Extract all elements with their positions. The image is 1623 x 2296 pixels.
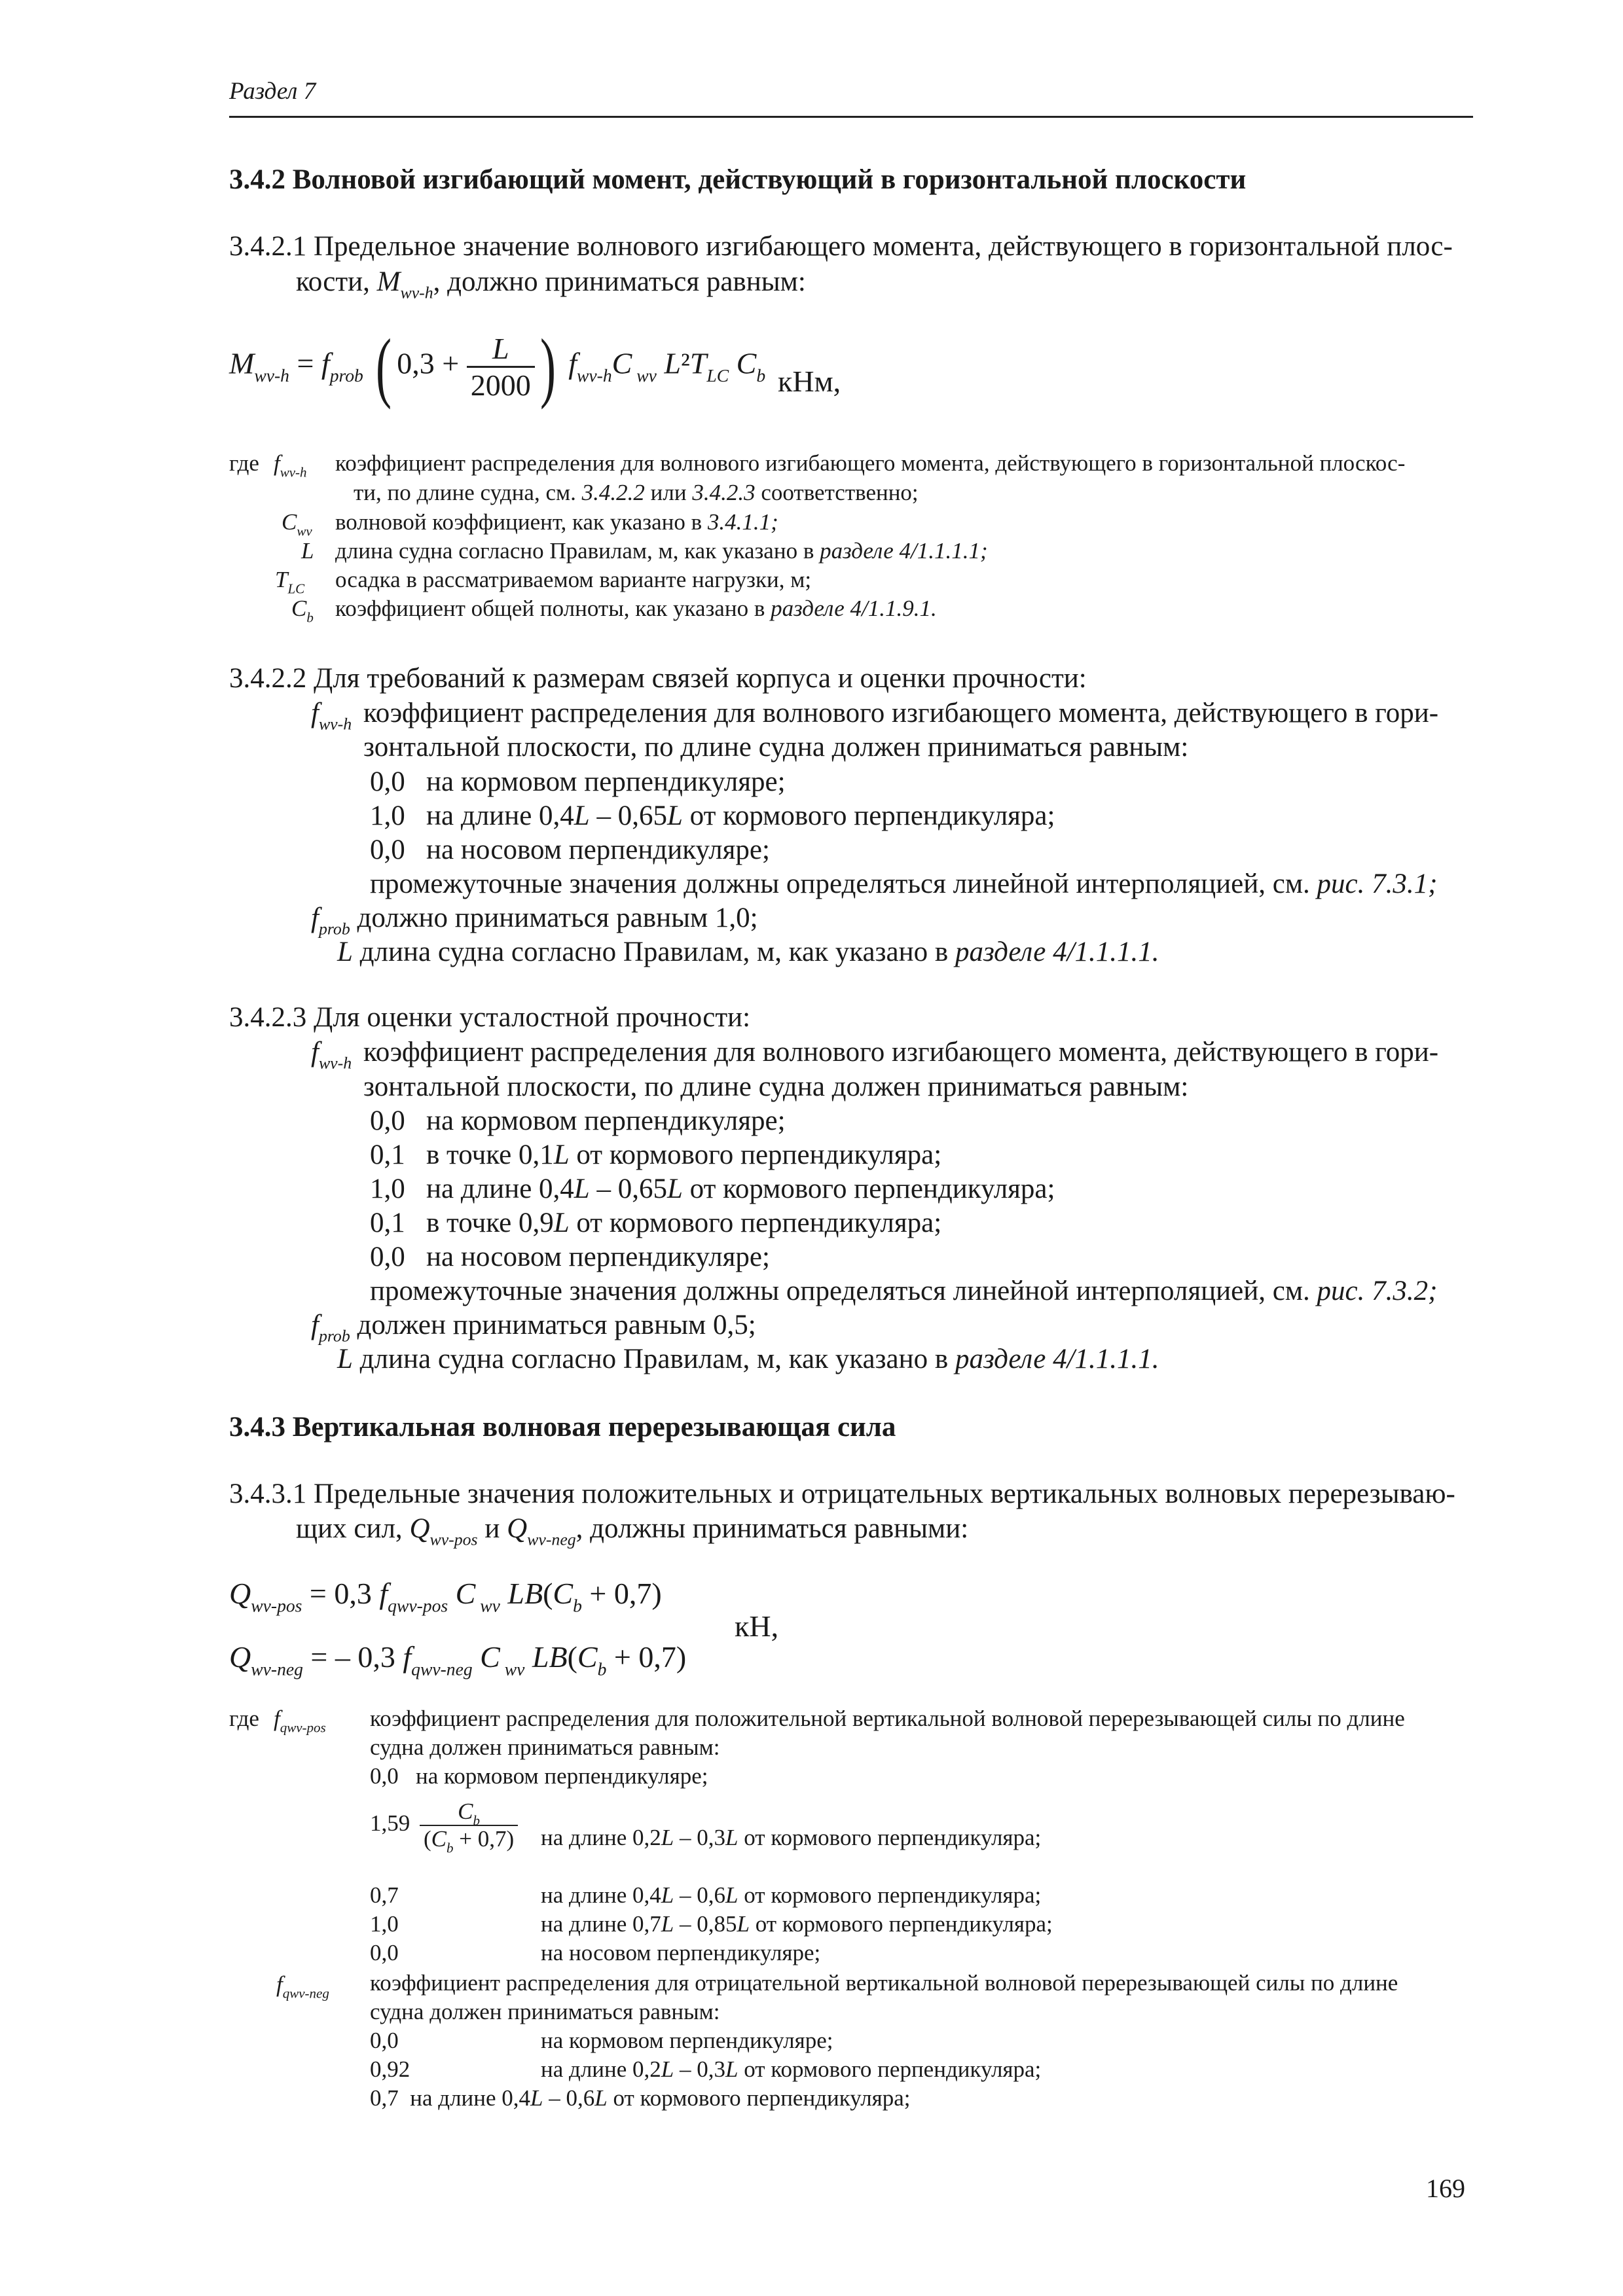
def-sym-fqwvneg: $f_{qwv-neg}$ [276,1971,329,2001]
p3-f-text2: зонтальной плоскости, по длине судна должен приниматься равным: [363,1071,1189,1102]
para-3-4-3-1-line1: 3.4.3.1 Предельные значения положительных и отрицательных вертикальных волновых перерезываю- [229,1479,1455,1509]
p3-fprob: $f_{prob}$ должен приниматься равным 0,5; [311,1310,756,1346]
formula-q-pos: $Q_{wv-pos} = 0,3$ $f_{qwv-pos}$ C $_{wv}$ $LB(C_b + 0,7)$ [229,1577,662,1616]
neg-item-0-text: на кормовом перпендикуляре; [541,2028,833,2053]
para-3-4-2-1-line2: кости, $M_{wv-h}$, должно приниматься равным: [296,266,806,302]
p2-fprob: $f_{prob}$ должно приниматься равным 1,0; [311,903,758,939]
def-sym-cb: $C_b$ [291,596,314,626]
pos-item-4-val: 0,0 [370,1940,399,1965]
p3-interp: промежуточные значения должны определяться линейной интерполяцией, см. рис. 7.3.2; [370,1276,1438,1306]
formula-unit-kn: кН, [735,1609,779,1643]
p3-item-3: 0,1 в точке 0,9L от кормового перпендикуляра; [370,1208,942,1238]
pos-item-4-text: на носовом перпендикуляре; [541,1940,821,1965]
def-sym-l: L [301,538,314,564]
p3-item-0: 0,0 на кормовом перпендикуляре; [370,1105,786,1136]
heading-3-4-2: 3.4.2 Волновой изгибающий момент, действующий в горизонтальной плоскости [229,164,1247,195]
def-text-cb: коэффициент общей полноты, как указано в разделе 4/1.1.9.1. [335,596,937,621]
pos-text1: коэффициент распределения для положительной вертикальной волновой перерезывающей силы по длине [370,1706,1405,1731]
p3-f-text1: коэффициент распределения для волнового изгибающего момента, действующего в гори- [363,1037,1439,1067]
neg-item-1-text: на длине 0,2L – 0,3L от кормового перпендикуляра; [541,2056,1042,2082]
pos-item-2-val: 0,7 [370,1882,399,1908]
pos-item-3-text: на длине 0,7L – 0,85L от кормового перпендикуляра; [541,1911,1053,1937]
p2-f-text2: зонтальной плоскости, по длине судна должен приниматься равным: [363,732,1189,762]
formula-unit-knm: кНм, [778,365,841,398]
p3-L: L длина судна согласно Правилам, м, как указано в разделе 4/1.1.1.1. [337,1344,1159,1374]
p3-item-1: 0,1 в точке 0,1L от кормового перпендикуляра; [370,1139,942,1170]
neg-item-1-val: 0,92 [370,2056,410,2082]
p2-item-1: 1,0 на длине 0,4L – 0,65L от кормового перпендикуляра; [370,800,1055,831]
para-3-4-2-2-title: 3.4.2.2 Для требований к размерам связей корпуса и оценки прочности: [229,663,1087,694]
def-sym-tlc: $T_{LC}$ [275,567,305,597]
def-text-fwvh-2: ти, по длине судна, см. 3.4.2.2 или 3.4.2.3 соответственно; [354,480,919,505]
section-header: Раздел 7 [229,78,316,105]
p2-L: L длина судна согласно Правилам, м, как указано в разделе 4/1.1.1.1. [337,937,1159,967]
def-sym-fqwvpos: $f_{qwv-pos}$ [274,1706,326,1736]
def-text-cwv: волновой коэффициент, как указано в 3.4.1.1; [335,509,778,535]
para-3-4-3-1-line2: щих сил, $Q_{wv-pos}$ и $Q_{wv-neg}$, должны приниматься равными: [296,1513,969,1549]
para-3-4-2-1-line1: 3.4.2.1 Предельное значение волнового изгибающего момента, действующего в горизонтальной плос- [229,231,1453,262]
para-3-4-2-3-title: 3.4.2.3 Для оценки усталостной прочности: [229,1002,751,1033]
def-sym-fwvh: $f_{wv-h}$ [274,450,307,480]
p2-sym-fwvh: $f_{wv-h}$ [311,698,352,734]
def-sym-cwv: $C_{wv}$ [282,509,312,539]
p2-item-2: 0,0 на носовом перпендикуляре; [370,834,770,865]
heading-3-4-3: 3.4.3 Вертикальная волновая перерезывающая сила [229,1412,896,1443]
p2-interp: промежуточные значения должны определяться линейной интерполяцией, см. рис. 7.3.1; [370,869,1438,899]
pos-item-1: 1,59 $\frac{C_b}{(C_b + 0,7)}$ [370,1799,518,1852]
where-label-2: где [229,1706,259,1731]
p3-sym-fwvh: $f_{wv-h}$ [311,1037,352,1073]
pos-item-3-val: 1,0 [370,1911,399,1937]
p2-f-text1: коэффициент распределения для волнового изгибающего момента, действующего в гори- [363,698,1439,728]
neg-item-2: 0,7 на длине 0,4L – 0,6L от кормового перпендикуляра; [370,2085,911,2111]
neg-text2: судна должен приниматься равным: [370,1999,720,2024]
formula-m-wv-h: $M_{wv-h} = f_{prob}$ ( 0,3 + $\frac{L}{2000}$ ) $f_{wv-h}C$ $_{wv}$ $L^2T_{LC}$ $C_b$ [229,323,766,410]
page-number: 169 [1426,2174,1465,2203]
pos-item-1-text: на длине 0,2L – 0,3L от кормового перпендикуляра; [541,1825,1042,1850]
neg-item-0-val: 0,0 [370,2028,399,2053]
p2-item-0: 0,0 на кормовом перпендикуляре; [370,766,786,797]
pos-item-0: 0,0 на кормовом перпендикуляре; [370,1763,708,1789]
def-text-l: длина судна согласно Правилам, м, как указано в разделе 4/1.1.1.1; [335,538,988,564]
def-text-tlc: осадка в рассматриваемом варианте нагрузки, м; [335,567,812,592]
where-label: где [229,450,259,476]
p3-item-2: 1,0 на длине 0,4L – 0,65L от кормового перпендикуляра; [370,1174,1055,1204]
p3-item-4: 0,0 на носовом перпендикуляре; [370,1242,770,1272]
neg-text1: коэффициент распределения для отрицательной вертикальной волновой перерезывающей силы по длине [370,1970,1398,1996]
pos-item-2-text: на длине 0,4L – 0,6L от кормового перпендикуляра; [541,1882,1042,1908]
header-rule [229,116,1473,118]
formula-q-neg: $Q_{wv-neg}$ = – 0,3 $f_{qwv-neg}$ C $_{wv}$ $LB(C_b + 0,7)$ [229,1640,687,1679]
pos-text2: судна должен приниматься равным: [370,1734,720,1760]
def-text-fwvh-1: коэффициент распределения для волнового изгибающего момента, действующего в горизонтальной плоскос- [335,450,1406,476]
